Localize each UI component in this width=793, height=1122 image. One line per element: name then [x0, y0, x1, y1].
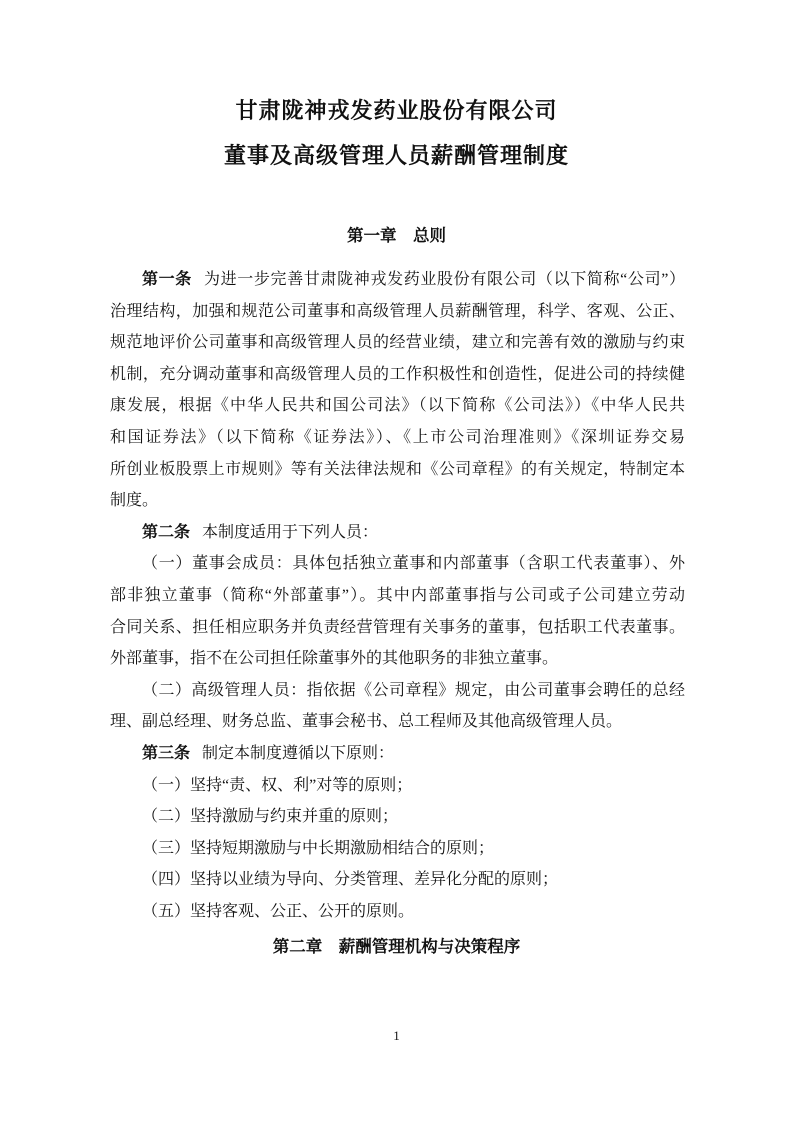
doc-line [110, 738, 685, 770]
doc-line: 规范地评价公司董事和高级管理人员的经营业绩，建立和完善有效的激励与约束 [110, 334, 685, 352]
chapter-1-heading: 第一章 总则 [347, 226, 446, 245]
doc-line: （二）高级管理人员：指依据《公司章程》规定，由公司董事会聘任的总经 [142, 681, 685, 699]
doc-title-line-2: 董事及高级管理人员薪酬管理制度 [223, 143, 569, 168]
doc-line-text: 本制度适用于下列人员： [202, 523, 379, 541]
doc-line: （一）董事会成员：具体包括独立董事和内部董事（含职工代表董事）、外 [142, 555, 685, 573]
doc-line: 所创业板股票上市规则》等有关法律法规和《公司章程》的有关规定，特制定本 [110, 460, 685, 478]
doc-line [110, 264, 685, 296]
doc-line: 康发展，根据《中华人民共和国公司法》（以下简称《公司法》）《中华人民共 [110, 397, 685, 415]
doc-line [110, 517, 685, 549]
doc-line: 和国证券法》（以下简称《证券法》）、《上市公司治理准则》《深圳证券交易 [110, 428, 685, 446]
article-2-label: 第二条 [142, 523, 191, 541]
doc-line: 治理结构，加强和规范公司董事和高级管理人员薪酬管理，科学、客观、公正、 [110, 302, 685, 320]
document-body [0, 264, 793, 927]
document-title-block [0, 0, 793, 178]
doc-line-text: 制定本制度遵循以下原则： [202, 744, 395, 762]
doc-line: 合同关系、担任相应职务并负责经营管理有关事务的董事，包括职工代表董事。 [110, 618, 685, 636]
doc-title-line-1: 甘肃陇神戎发药业股份有限公司 [235, 98, 558, 123]
doc-line: 制度。 [110, 492, 159, 510]
doc-line: （二）坚持激励与约束并重的原则； [142, 808, 399, 826]
chapter-2-heading: 第二章 薪酬管理机构与决策程序 [272, 937, 521, 957]
doc-line: 机制，充分调动董事和高级管理人员的工作积极性和创造性，促进公司的持续健 [110, 365, 685, 383]
doc-line: 部非独立董事（简称“外部董事”）。其中内部董事指与公司或子公司建立劳动 [110, 586, 685, 604]
doc-line: （一）坚持“责、权、利”对等的原则； [142, 776, 413, 794]
doc-line: 理、副总经理、财务总监、董事会秘书、总工程师及其他高级管理人员。 [110, 713, 623, 731]
doc-line: （三）坚持短期激励与中长期激励相结合的原则； [142, 839, 495, 857]
page-number: 1 [393, 1028, 400, 1043]
article-3-label: 第三条 [142, 744, 191, 762]
doc-line: 外部董事，指不在公司担任除董事外的其他职务的非独立董事。 [110, 650, 559, 668]
doc-line: （四）坚持以业绩为导向、分类管理、差异化分配的原则； [142, 871, 559, 889]
doc-line: （五）坚持客观、公正、公开的原则。 [142, 902, 415, 920]
doc-line-text: 为进一步完善甘肃陇神戎发药业股份有限公司（以下简称“公司”） [203, 271, 685, 288]
article-1-label: 第一条 [142, 271, 192, 288]
